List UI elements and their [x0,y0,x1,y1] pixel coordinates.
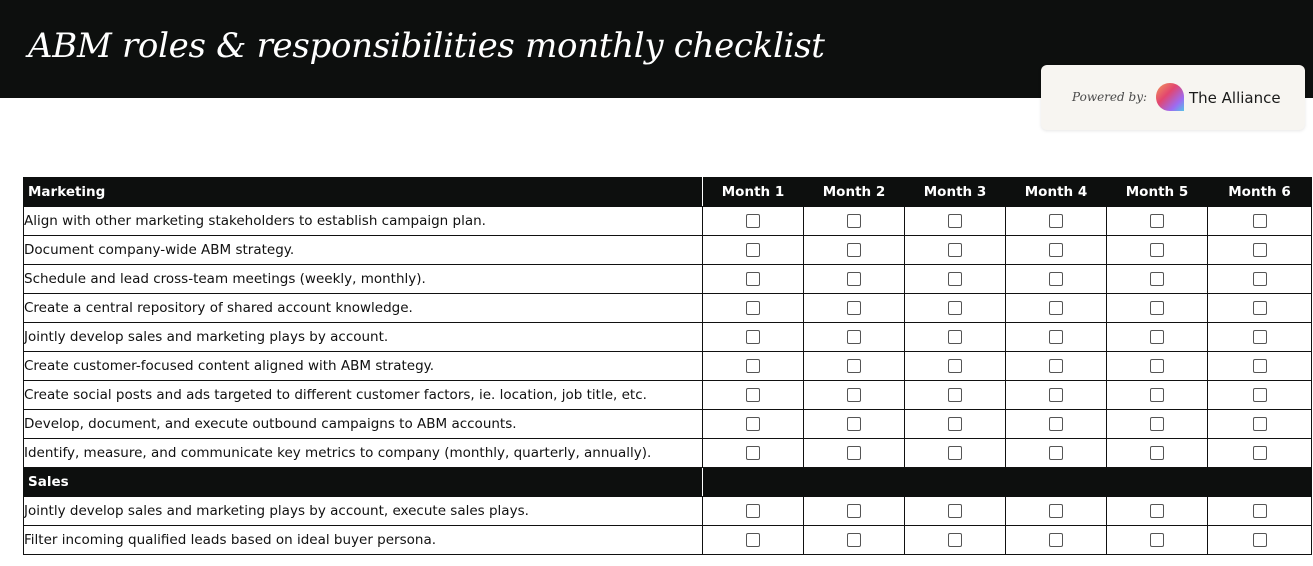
task-row [24,497,1312,526]
month-checkbox[interactable] [847,446,861,460]
alliance-logo-icon [1155,82,1185,112]
month-checkbox[interactable] [1049,388,1063,402]
month-check-cell [804,352,905,381]
month-checkbox[interactable] [746,214,760,228]
month-check-cell [1107,352,1208,381]
month-checkbox[interactable] [847,301,861,315]
checklist-table [23,177,1312,555]
month-check-cell [1107,526,1208,555]
month-checkbox[interactable] [1150,388,1164,402]
task-label: Create customer-focused content aligned with ABM strategy. [24,352,703,381]
month-check-cell [1006,410,1107,439]
task-label: Filter incoming qualified leads based on ideal buyer persona. [24,526,703,555]
month-checkbox[interactable] [1253,330,1267,344]
task-row [24,439,1312,468]
month-checkbox[interactable] [1049,504,1063,518]
month-check-cell [703,439,804,468]
month-check-cell [1107,294,1208,323]
month-checkbox[interactable] [1253,388,1267,402]
month-check-cell [905,381,1006,410]
month-check-cell [1006,207,1107,236]
section-header-row [24,178,1312,207]
month-check-cell [1208,410,1312,439]
month-checkbox[interactable] [948,359,962,373]
task-label: Document company-wide ABM strategy. [24,236,703,265]
month-check-cell [703,352,804,381]
month-checkbox[interactable] [746,446,760,460]
task-label: Identify, measure, and communicate key metrics to company (monthly, quarterly, annually). [24,439,703,468]
month-checkbox[interactable] [948,388,962,402]
month-check-cell [804,381,905,410]
month-column-header: Month 2 [804,178,905,207]
month-checkbox[interactable] [746,301,760,315]
month-checkbox[interactable] [847,272,861,286]
task-row [24,526,1312,555]
month-check-cell [1107,410,1208,439]
month-check-cell [804,236,905,265]
month-check-cell [804,526,905,555]
month-check-cell [1208,352,1312,381]
month-checkbox[interactable] [1049,272,1063,286]
task-label: Align with other marketing stakeholders to establish campaign plan. [24,207,703,236]
month-check-cell [905,294,1006,323]
month-check-cell [1208,294,1312,323]
month-check-cell [804,294,905,323]
month-checkbox[interactable] [746,388,760,402]
month-checkbox[interactable] [1049,301,1063,315]
month-check-cell [804,439,905,468]
month-check-cell [1208,236,1312,265]
month-checkbox[interactable] [948,243,962,257]
month-check-cell [1107,497,1208,526]
month-checkbox[interactable] [948,301,962,315]
month-check-cell [1006,352,1107,381]
month-checkbox[interactable] [1150,359,1164,373]
month-checkbox[interactable] [1150,533,1164,547]
month-check-cell [1006,265,1107,294]
month-checkbox[interactable] [1150,243,1164,257]
month-check-cell [703,526,804,555]
month-check-cell [1006,497,1107,526]
brand-name: The Alliance [1189,89,1281,107]
section-label: Marketing [24,178,703,207]
month-check-cell [1208,323,1312,352]
month-checkbox[interactable] [847,214,861,228]
month-checkbox[interactable] [847,417,861,431]
month-check-cell [804,497,905,526]
month-checkbox[interactable] [948,330,962,344]
month-check-cell [905,236,1006,265]
powered-by-label: Powered by: [1072,90,1148,104]
month-check-cell [905,526,1006,555]
month-check-cell [1208,207,1312,236]
month-check-cell [1107,381,1208,410]
month-check-cell [703,323,804,352]
month-column-header: Month 6 [1208,178,1312,207]
month-check-cell [703,410,804,439]
month-check-cell [1006,323,1107,352]
month-check-cell [1107,323,1208,352]
task-row [24,352,1312,381]
month-check-cell [905,410,1006,439]
month-check-cell [1107,236,1208,265]
month-checkbox[interactable] [1049,359,1063,373]
month-check-cell [1107,265,1208,294]
month-check-cell [1208,265,1312,294]
month-check-cell [804,323,905,352]
month-checkbox[interactable] [1253,301,1267,315]
month-checkbox[interactable] [847,504,861,518]
month-check-cell [703,265,804,294]
month-checkbox[interactable] [1049,243,1063,257]
task-row [24,410,1312,439]
task-label: Jointly develop sales and marketing plays by account. [24,323,703,352]
task-row [24,207,1312,236]
month-checkbox[interactable] [948,272,962,286]
month-checkbox[interactable] [847,243,861,257]
month-check-cell [804,207,905,236]
month-check-cell [1208,497,1312,526]
month-checkbox[interactable] [746,272,760,286]
month-checkbox[interactable] [1150,446,1164,460]
month-checkbox[interactable] [746,359,760,373]
month-checkbox[interactable] [1049,214,1063,228]
month-checkbox[interactable] [948,214,962,228]
month-checkbox[interactable] [746,533,760,547]
month-check-cell [703,207,804,236]
month-checkbox[interactable] [948,417,962,431]
month-checkbox[interactable] [948,504,962,518]
powered-by-card [1041,65,1305,130]
month-column-header: Month 4 [1006,178,1107,207]
month-checkbox[interactable] [1253,533,1267,547]
month-checkbox[interactable] [746,417,760,431]
task-label: Develop, document, and execute outbound campaigns to ABM accounts. [24,410,703,439]
month-checkbox[interactable] [1150,214,1164,228]
month-check-cell [905,352,1006,381]
month-column-header: Month 3 [905,178,1006,207]
month-check-cell [905,497,1006,526]
month-checkbox[interactable] [746,504,760,518]
month-checkbox[interactable] [847,359,861,373]
month-check-cell [1107,439,1208,468]
month-check-cell [905,207,1006,236]
month-checkbox[interactable] [1150,301,1164,315]
checklist-body [24,178,1312,555]
month-checkbox[interactable] [1253,504,1267,518]
page-title: ABM roles & responsibilities monthly checklist [28,26,825,66]
month-checkbox[interactable] [847,533,861,547]
section-header-filler [703,468,1312,497]
month-checkbox[interactable] [847,330,861,344]
task-label: Create social posts and ads targeted to different customer factors, ie. location, job title, etc. [24,381,703,410]
month-checkbox[interactable] [1150,272,1164,286]
month-check-cell [905,265,1006,294]
month-checkbox[interactable] [1150,330,1164,344]
month-checkbox[interactable] [1253,359,1267,373]
month-check-cell [905,439,1006,468]
month-check-cell [804,265,905,294]
task-row [24,294,1312,323]
month-check-cell [1208,381,1312,410]
month-column-header: Month 1 [703,178,804,207]
month-checkbox[interactable] [746,243,760,257]
month-check-cell [1006,381,1107,410]
month-checkbox[interactable] [1253,214,1267,228]
month-check-cell [1107,207,1208,236]
month-checkbox[interactable] [1253,272,1267,286]
task-label: Schedule and lead cross-team meetings (weekly, monthly). [24,265,703,294]
month-checkbox[interactable] [1253,417,1267,431]
task-label: Create a central repository of shared account knowledge. [24,294,703,323]
month-checkbox[interactable] [1150,417,1164,431]
month-check-cell [905,323,1006,352]
month-checkbox[interactable] [1150,504,1164,518]
task-row [24,323,1312,352]
month-check-cell [1006,294,1107,323]
task-label: Jointly develop sales and marketing plays by account, execute sales plays. [24,497,703,526]
month-check-cell [1208,526,1312,555]
month-check-cell [804,410,905,439]
section-label: Sales [24,468,703,497]
section-header-row [24,468,1312,497]
month-checkbox[interactable] [1253,446,1267,460]
month-check-cell [703,236,804,265]
month-check-cell [703,294,804,323]
month-checkbox[interactable] [1049,446,1063,460]
month-checkbox[interactable] [1253,243,1267,257]
task-row [24,381,1312,410]
month-checkbox[interactable] [1049,533,1063,547]
month-check-cell [1006,236,1107,265]
month-check-cell [1006,526,1107,555]
month-checkbox[interactable] [746,330,760,344]
month-checkbox[interactable] [1049,417,1063,431]
month-check-cell [1006,439,1107,468]
task-row [24,236,1312,265]
task-row [24,265,1312,294]
month-check-cell [1208,439,1312,468]
month-checkbox[interactable] [948,533,962,547]
month-checkbox[interactable] [847,388,861,402]
month-checkbox[interactable] [1049,330,1063,344]
month-column-header: Month 5 [1107,178,1208,207]
month-checkbox[interactable] [948,446,962,460]
month-check-cell [703,381,804,410]
month-check-cell [703,497,804,526]
